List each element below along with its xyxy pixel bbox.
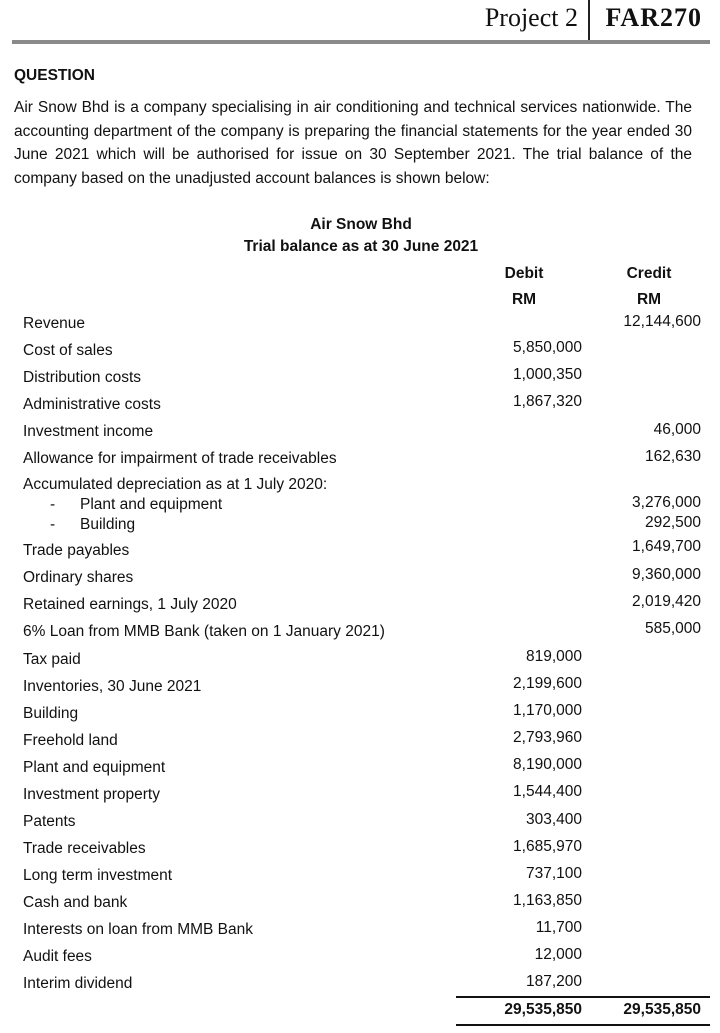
debit-amount: 1,685,970 [513, 838, 582, 855]
table-row-values [0, 593, 720, 613]
account-label-text: Cash and bank [23, 894, 128, 911]
account-label-text: Cost of sales [23, 342, 113, 359]
credit-amount: 46,000 [653, 421, 701, 438]
table-row-values [0, 648, 720, 668]
table-row-values [0, 811, 720, 831]
table-row-values [0, 494, 720, 514]
debit-amount: 5,850,000 [513, 339, 582, 356]
account-label-text: Ordinary shares [23, 569, 134, 586]
account-label-text: Accumulated depreciation as at 1 July 2020: [23, 476, 328, 493]
total-rule-bottom [456, 1024, 710, 1026]
table-row-values [0, 919, 720, 939]
table-row-values [0, 865, 720, 885]
debit-amount: 2,199,600 [513, 675, 582, 692]
table-row-values [0, 783, 720, 803]
table-row-values [0, 729, 720, 749]
table-row [0, 476, 720, 496]
account-label-text: Distribution costs [23, 369, 142, 386]
credit-amount: 162,630 [644, 448, 701, 465]
table-row-values [0, 421, 720, 441]
table-row-values [0, 973, 720, 993]
credit-amount: 585,000 [644, 620, 701, 637]
credit-amount: 292,500 [644, 514, 701, 531]
account-label-text: Trade receivables [23, 840, 146, 857]
table-row-values [0, 366, 720, 386]
header-rule [12, 40, 710, 44]
table-row-values [0, 339, 720, 359]
total-rule-top [456, 996, 710, 998]
account-label-text: Retained earnings, 1 July 2020 [23, 596, 237, 613]
debit-amount: 1,170,000 [513, 702, 582, 719]
debit-header: Debit [504, 265, 544, 282]
account-label-text: Interim dividend [23, 975, 133, 992]
account-label-text: Tax paid [23, 651, 81, 668]
table-row-values [0, 313, 720, 333]
table-row-values [0, 946, 720, 966]
debit-amount: 1,000,350 [513, 366, 582, 383]
account-label-text: Interests on loan from MMB Bank [23, 921, 254, 938]
debit-amount: 12,000 [534, 946, 582, 963]
account-label-text: 6% Loan from MMB Bank (taken on 1 January 2021) [23, 623, 385, 640]
question-heading: QUESTION [14, 67, 95, 84]
account-label-text: Patents [23, 813, 76, 830]
table-row-values [0, 566, 720, 586]
account-label-text: Inventories, 30 June 2021 [23, 678, 202, 695]
table-row-values [0, 448, 720, 468]
question-intro: Air Snow Bhd is a company specialising in air conditioning and technical services nationwide. The accounting department of the company is preparing the financial statements for the year ended 30 June 2021 which will be authorised for issue on 30 September 2021. The trial balance of the company based on the unadjusted account balances is shown below: [14, 99, 692, 187]
credit-amount: 1,649,700 [632, 538, 701, 555]
total-credit: 29,535,850 [623, 1001, 701, 1018]
debit-amount: 2,793,960 [513, 729, 582, 746]
trial-balance-title: Trial balance as at 30 June 2021 [243, 238, 479, 255]
debit-currency: RM [511, 291, 537, 308]
header-divider [588, 0, 590, 40]
credit-amount: 9,360,000 [632, 566, 701, 583]
debit-amount: 1,867,320 [513, 393, 582, 410]
table-row-values [0, 620, 720, 640]
account-label-text: Plant and equipment [80, 496, 223, 513]
debit-amount: 11,700 [535, 919, 582, 936]
debit-amount: 1,163,850 [513, 892, 582, 909]
credit-header: Credit [626, 265, 672, 282]
account-label-text: Freehold land [23, 732, 118, 749]
debit-amount: 303,400 [525, 811, 582, 828]
total-debit: 29,535,850 [504, 1001, 582, 1018]
table-row-values [0, 514, 720, 534]
table-row-values [0, 892, 720, 912]
account-label-text: Allowance for impairment of trade receivables [23, 450, 337, 467]
account-label [23, 476, 327, 494]
credit-amount: 3,276,000 [632, 494, 701, 511]
bullet-dash: - [50, 516, 56, 533]
account-label-text: Building [80, 516, 136, 533]
bullet-dash: - [50, 496, 56, 513]
debit-amount: 8,190,000 [513, 756, 582, 773]
debit-amount: 187,200 [525, 973, 582, 990]
course-code: FAR270 [605, 3, 702, 32]
trial-balance-company: Air Snow Bhd [310, 216, 412, 233]
table-row-values [0, 675, 720, 695]
account-label-text: Administrative costs [23, 396, 161, 413]
debit-amount: 819,000 [525, 648, 582, 665]
account-label-text: Revenue [23, 315, 86, 332]
account-label-text: Long term investment [23, 867, 173, 884]
account-label-text: Plant and equipment [23, 759, 166, 776]
table-row-values [0, 756, 720, 776]
debit-amount: 737,100 [525, 865, 582, 882]
account-label-text: Trade payables [23, 542, 130, 559]
credit-currency: RM [636, 291, 662, 308]
table-row-values [0, 838, 720, 858]
account-label-text: Investment income [23, 423, 154, 440]
credit-amount: 12,144,600 [623, 313, 701, 330]
table-row-values [0, 538, 720, 558]
table-row-values [0, 393, 720, 413]
credit-amount: 2,019,420 [632, 593, 701, 610]
page-header [12, 0, 710, 44]
account-label-text: Investment property [23, 786, 160, 803]
project-label: Project 2 [484, 3, 578, 32]
account-label-text: Building [23, 705, 79, 722]
debit-amount: 1,544,400 [513, 783, 582, 800]
table-row-values [0, 702, 720, 722]
account-label-text: Audit fees [23, 948, 92, 965]
